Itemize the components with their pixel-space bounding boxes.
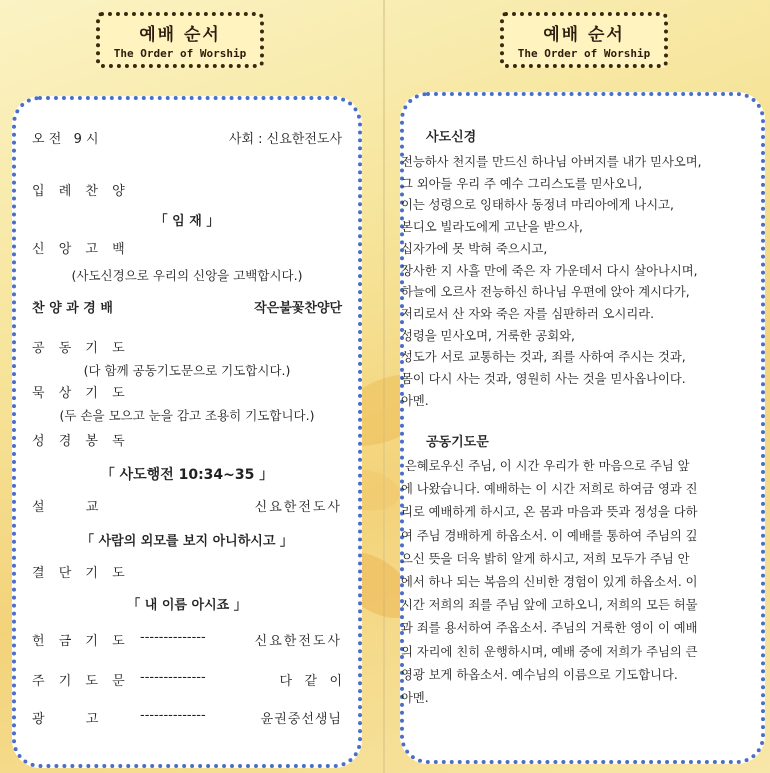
- lords-prayer-by: 다 같 이: [279, 674, 342, 689]
- decision-label: 결 단 기 도: [32, 566, 130, 581]
- text-line: 하늘에 오르사 전능하신 하나님 우편에 앉아 계시다가,: [401, 285, 690, 300]
- prayers-panel: [400, 92, 765, 764]
- meditation-note: (두 손을 모으고 눈을 감고 조용히 기도합니다.): [59, 408, 315, 423]
- text-line: 성도가 서로 교통하는 것과, 죄를 사하여 주시는 것과,: [401, 350, 686, 365]
- lords-prayer-label: 주 기 도 문: [32, 674, 130, 689]
- creed-heading: 사도신경: [426, 130, 477, 145]
- scripture-label: 성 경 봉 독: [32, 434, 130, 449]
- text-line: 이는 성령으로 잉태하사 동정녀 마리아에게 나시고,: [401, 198, 674, 213]
- creed-label: 신 앙 고 백: [32, 242, 130, 257]
- left-title-box: [96, 12, 264, 68]
- text-line: 몸이 다시 사는 것과, 영원히 사는 것을 믿사옵나이다.: [401, 372, 686, 386]
- order-of-worship-panel: [12, 96, 362, 768]
- text-line: 아멘.: [401, 691, 429, 705]
- invocation-label: 입 례 찬 양: [32, 184, 130, 199]
- scripture-reference: 「 사도행전 10:34~35 」: [100, 467, 274, 483]
- text-line: 으신 뜻을 더욱 밝히 알게 하시고, 저희 모두가 주님 안: [401, 551, 690, 566]
- text-line: 과 죄를 용서하여 주옵소서. 주님의 거룩한 영이 이 예배: [401, 621, 698, 636]
- prayer-note: (다 함께 공동기도문으로 기도합시다.): [83, 363, 291, 378]
- prayer-heading: 공동기도문: [426, 435, 489, 450]
- text-line: 여 주님 경배하게 하옵소서. 이 예배를 통하여 주님의 깊: [401, 528, 698, 543]
- sermon-by: 신요한전도사: [254, 500, 342, 515]
- left-title-english: The Order of Worship: [113, 47, 247, 60]
- text-line: 아멘.: [401, 393, 429, 408]
- text-line: 본디오 빌라도에게 고난을 받으사,: [401, 220, 583, 235]
- text-line: 의 자리에 친히 운행하시며, 예배 중에 저희가 주님의 큰: [401, 644, 698, 659]
- text-line: 리로 예배하게 하시고, 온 몸과 마음과 뜻과 정성을 다하: [401, 505, 698, 520]
- text-line: 에 나왔습니다. 예배하는 이 시간 저희로 하여금 영과 진: [401, 482, 698, 497]
- offering-dash: --------------: [140, 630, 206, 645]
- offering-label: 헌 금 기 도: [32, 634, 130, 649]
- right-title-english: The Order of Worship: [517, 47, 651, 60]
- text-line: 저리로서 산 자와 죽은 자를 심판하러 오시리라.: [401, 306, 655, 321]
- praise-label: 찬 양 과 경 배: [32, 301, 113, 316]
- creed-note: (사도신경으로 우리의 신앙을 고백합시다.): [71, 268, 303, 283]
- sermon-title: 「 사람의 외모를 보지 아니하시고 」: [81, 534, 293, 549]
- text-line: 십자가에 못 박혀 죽으시고,: [401, 241, 548, 256]
- service-time: 오 전 9 시: [32, 132, 99, 147]
- announce-dash: --------------: [140, 708, 206, 723]
- right-title-box: [500, 12, 668, 68]
- decision-song: 「 내 이름 아시죠 」: [127, 598, 247, 613]
- meditation-label: 묵 상 기 도: [32, 386, 130, 401]
- right-title-korean: 예배 순서: [543, 25, 625, 45]
- text-line: 영광 보게 하옵소서. 예수님의 이름으로 기도합니다.: [401, 667, 678, 682]
- text-line: 전능하사 천지를 만드신 하나님 아버지를 내가 믿사오며,: [401, 155, 702, 169]
- text-line: 성령을 믿사오며, 거룩한 공회와,: [401, 328, 575, 343]
- text-line: 에서 하나 되는 복음의 신비한 경험이 있게 하옵소서. 이: [401, 575, 698, 589]
- announce-by: 윤권중선생님: [260, 712, 342, 727]
- prayer-label: 공 동 기 도: [32, 341, 130, 356]
- offering-by: 신요한전도사: [254, 634, 342, 649]
- praise-by: 작은불꽃찬양단: [254, 301, 342, 316]
- text-line: 그 외아들 우리 주 예수 그리스도를 믿사오니,: [401, 176, 643, 191]
- lords-prayer-dash: --------------: [140, 670, 206, 685]
- presider: 사회 : 신요한전도사: [228, 132, 342, 147]
- text-line: 장사한 지 사흘 만에 죽은 자 가운데서 다시 살아나시며,: [401, 263, 698, 278]
- sermon-label: 설 교: [32, 500, 99, 515]
- invocation-song: 「 임 재 」: [154, 214, 220, 229]
- text-line: 시간 저희의 죄를 주님 앞에 고하오니, 저희의 모든 허물: [401, 598, 698, 613]
- announce-label: 광 고: [32, 712, 99, 727]
- text-line: 은혜로우신 주님, 이 시간 우리가 한 마음으로 주님 앞: [401, 459, 690, 473]
- left-title-korean: 예배 순서: [139, 25, 221, 45]
